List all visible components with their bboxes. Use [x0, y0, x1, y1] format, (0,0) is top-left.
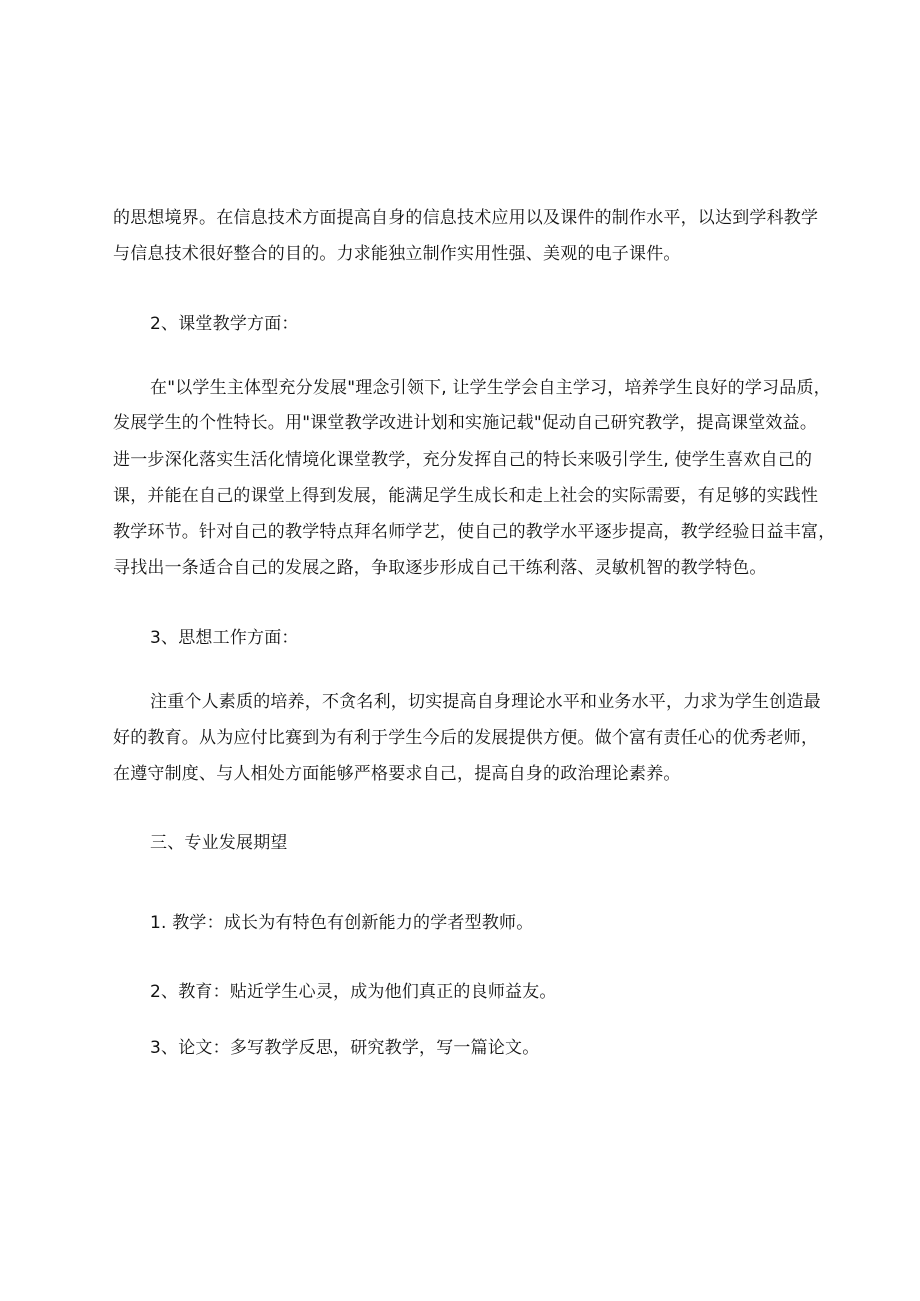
classroom-paragraph-line-6: 寻找出一条适合自己的发展之路，争取逐步形成自己干练利落、灵敏机智的教学特色。 — [113, 558, 767, 578]
section-heading-classroom: 2、课堂教学方面： — [150, 314, 299, 334]
ideology-paragraph-line-1: 注重个人素质的培养，不贪名利，切实提高自身理论水平和业务水平，力求为学生创造最 — [150, 692, 821, 712]
section-heading-ideology: 3、思想工作方面： — [150, 628, 299, 648]
classroom-paragraph-line-3: 进一步深化落实生活化情境化课堂教学，充分发挥自己的特长来吸引学生, 使学生喜欢自己的 — [113, 450, 813, 470]
classroom-paragraph-line-1: 在"以学生主体型充分发展"理念引领下, 让学生学会自主学习，培养学生良好的学习品质， — [150, 378, 831, 398]
expectation-item-teaching: 1. 教学：成长为有特色有创新能力的学者型教师。 — [150, 913, 534, 933]
section-heading-expectation: 三、专业发展期望 — [150, 833, 288, 853]
expectation-item-education: 2、教育：贴近学生心灵，成为他们真正的良师益友。 — [150, 982, 557, 1002]
classroom-paragraph-line-2: 发展学生的个性特长。用"课堂教学改进计划和实施记载"促动自己研究教学，提高课堂效益。 — [113, 413, 818, 433]
intro-line-1: 的思想境界。在信息技术方面提高自身的信息技术应用以及课件的制作水平，以达到学科教学 — [113, 208, 819, 228]
expectation-item-thesis: 3、论文：多写教学反思，研究教学，写一篇论文。 — [150, 1038, 540, 1058]
ideology-paragraph-line-3: 在遵守制度、与人相处方面能够严格要求自己，提高自身的政治理论素养。 — [113, 764, 681, 784]
ideology-paragraph-line-2: 好的教育。从为应付比赛到为有利于学生今后的发展提供方便。做个富有责任心的优秀老师， — [113, 728, 819, 748]
classroom-paragraph-line-5: 教学环节。针对自己的教学特点拜名师学艺，使自己的教学水平逐步提高，教学经验日益丰富， — [113, 522, 836, 542]
intro-line-2: 与信息技术很好整合的目的。力求能独立制作实用性强、美观的电子课件。 — [113, 244, 681, 264]
classroom-paragraph-line-4: 课，并能在自己的课堂上得到发展，能满足学生成长和走上社会的实际需要，有足够的实践性 — [113, 486, 819, 506]
